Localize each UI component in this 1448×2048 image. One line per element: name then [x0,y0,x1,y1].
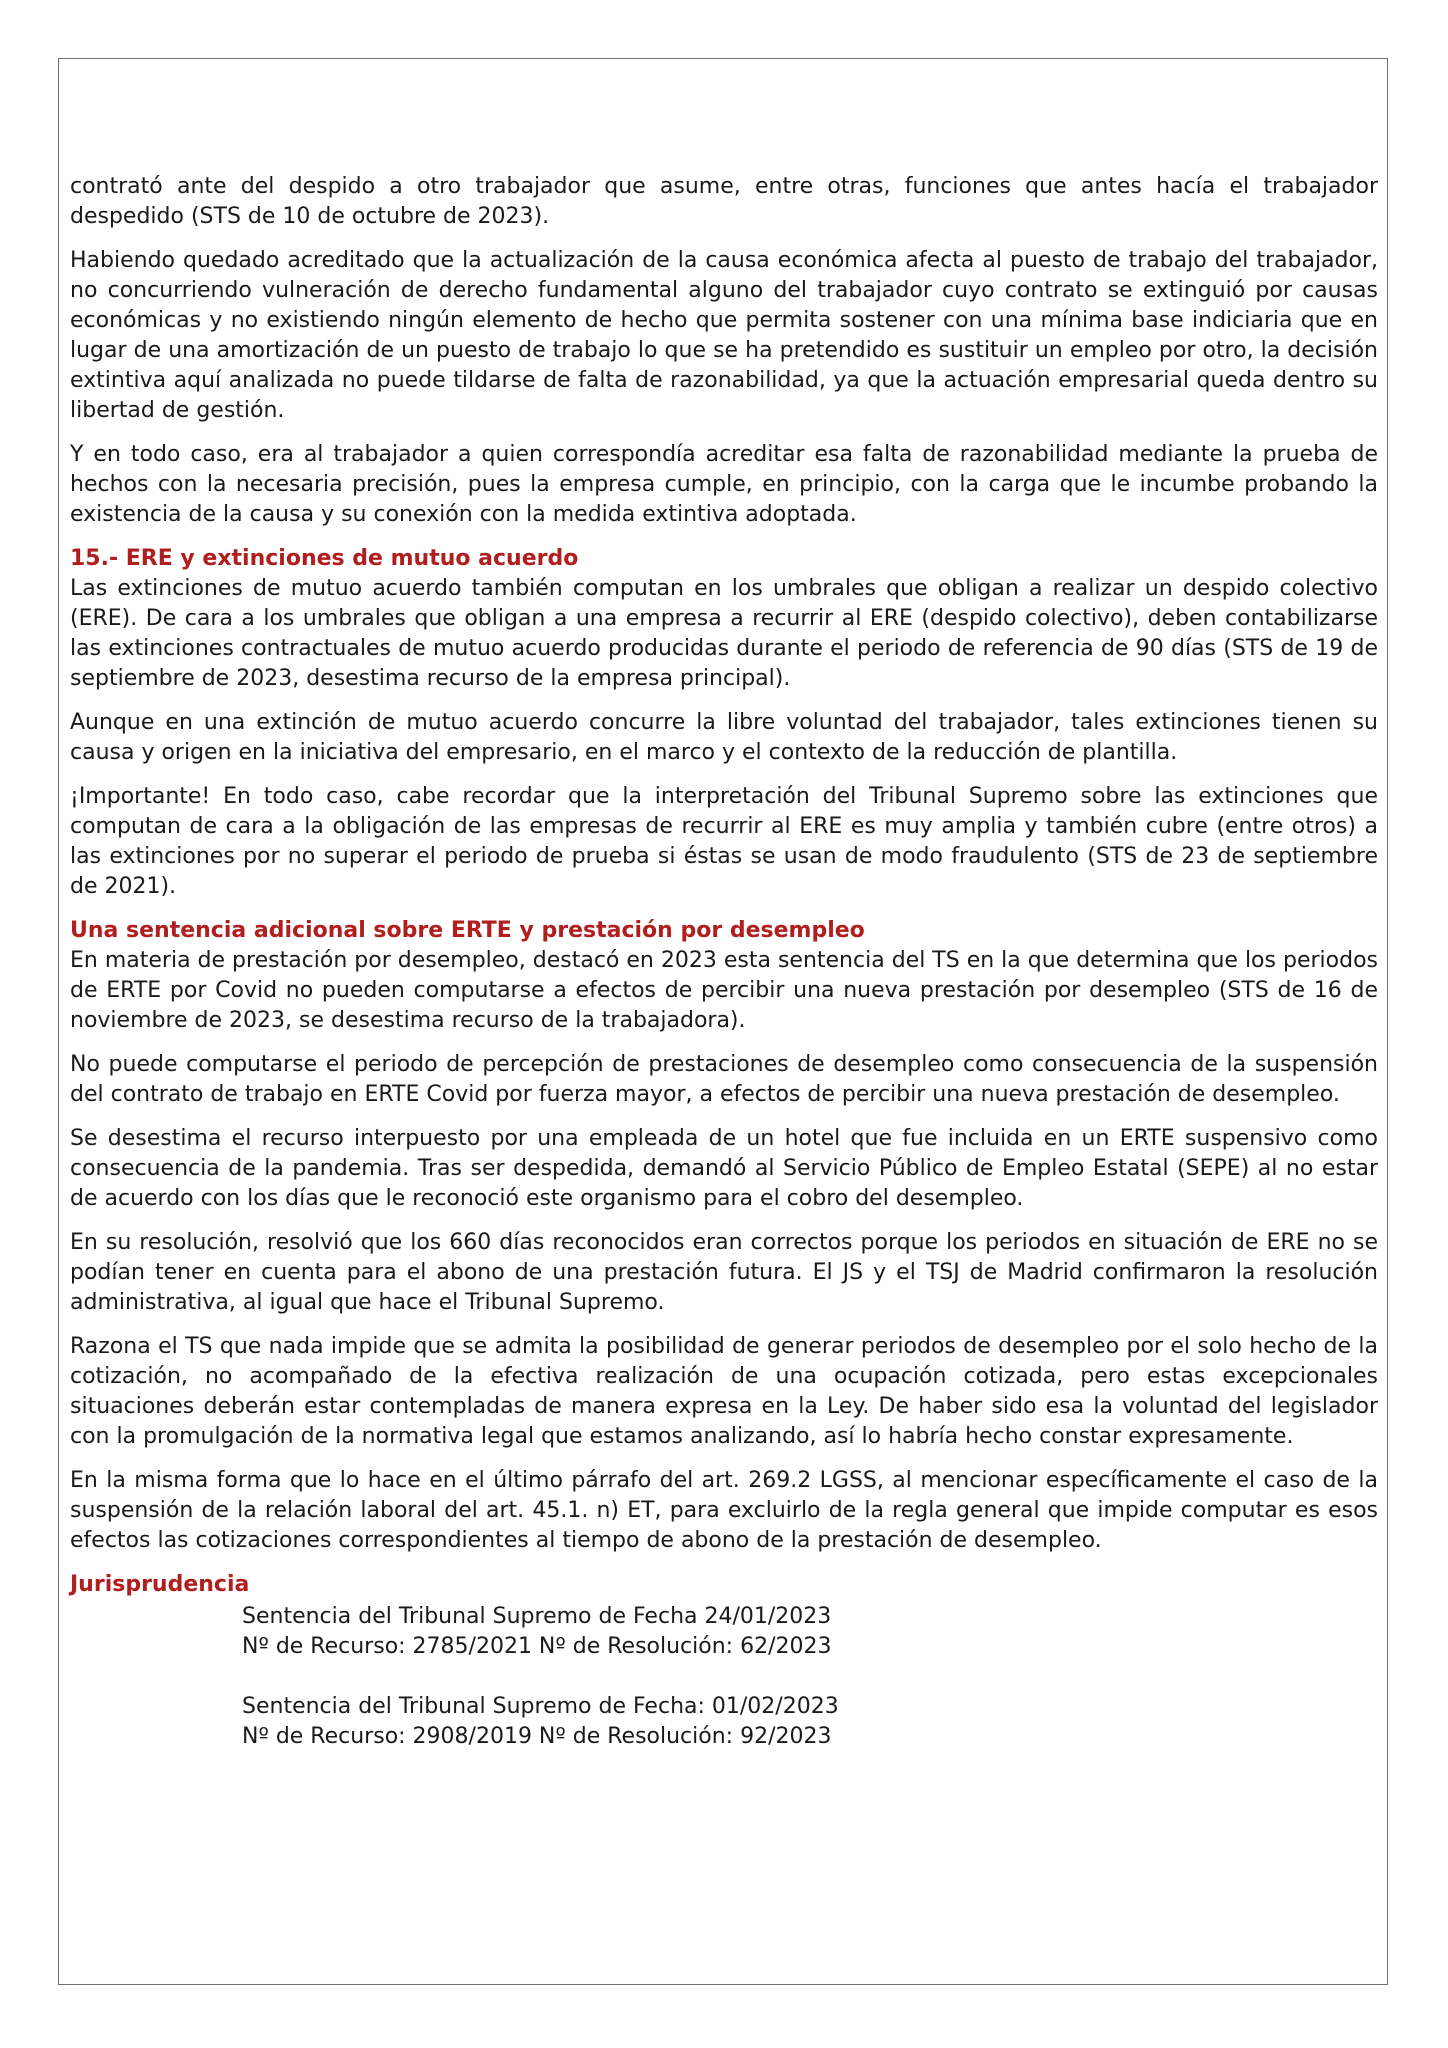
paragraph: En materia de prestación por desempleo, destacó en 2023 esta sentencia del TS en la que determina que los periodos de ERTE por Covid no pueden computarse a efectos de percibir una nueva prestación por desempleo (STS de 16 de noviembre de 2023, se desestima recurso de la trabajadora). [70,948,1378,1033]
paragraph: Habiendo quedado acreditado que la actualización de la causa económica afecta al puesto de trabajo del trabajador, no concurriendo vulneración de derecho fundamental alguno del trabajador cuyo contrato se extinguió por causas económicas y no existiendo ningún elemento de hecho que permita sostener con una mínima base indiciaria que en lugar de una amortización de un puesto de trabajo lo que se ha pretendido es sustituir un empleo por otro, la decisión extintiva aquí analizada no puede tildarse de falta de razonabilidad, ya que la actuación empresarial queda dentro su libertad de gestión. [70,248,1378,423]
paragraph: ¡Importante! En todo caso, cabe recordar que la interpretación del Tribunal Supremo sobre las extinciones que computan de cara a la obligación de las empresas de recurrir al ERE es muy amplia y también cubre (entre otros) a las extinciones por no superar el periodo de prueba si éstas se usan de modo fraudulento (STS de 23 de septiembre de 2021). [70,784,1378,899]
section-heading-ere: 15.- ERE y extinciones de mutuo acuerdo [70,546,579,571]
reference-numbers: Nº de Recurso: 2908/2019 Nº de Resolución: 92/2023 [242,1724,832,1749]
paragraph: Se desestima el recurso interpuesto por una empleada de un hotel que fue incluida en un ERTE suspensivo como consecuencia de la pandemia. Tras ser despedida, demandó al Servicio Público de Empleo Estatal (SEPE) al no estar de acuerdo con los días que le reconoció este organismo para el cobro del desempleo. [70,1126,1378,1211]
paragraph: Razona el TS que nada impide que se admita la posibilidad de generar periodos de desempleo por el solo hecho de la cotización, no acompañado de la efectiva realización de una ocupación cotizada, pero estas excepcionales situaciones deberán estar contempladas de manera expresa en la Ley. De haber sido esa la voluntad del legislador con la promulgación de la normativa legal que estamos analizando, así lo habría hecho constar expresamente. [70,1334,1378,1449]
section-heading-jurisprudencia: Jurisprudencia [70,1572,250,1597]
paragraph: Las extinciones de mutuo acuerdo también computan en los umbrales que obligan a realizar un despido colectivo (ERE). De cara a los umbrales que obligan a una empresa a recurrir al ERE (despido colectivo), deben contabilizarse las extinciones contractuales de mutuo acuerdo producidas durante el periodo de referencia de 90 días (STS de 19 de septiembre de 2023, desestima recurso de la empresa principal). [70,576,1378,691]
paragraph: No puede computarse el periodo de percepción de prestaciones de desempleo como consecuencia de la suspensión del contrato de trabajo en ERTE Covid por fuerza mayor, a efectos de percibir una nueva prestación de desempleo. [70,1052,1378,1107]
document-body [70,172,1378,1782]
paragraph: En su resolución, resolvió que los 660 días reconocidos eran correctos porque los periodos en situación de ERE no se podían tener en cuenta para el abono de una prestación futura. El JS y el TSJ de Madrid confirmaron la resolución administrativa, al igual que hace el Tribunal Supremo. [70,1230,1378,1315]
jurisprudence-reference [242,1692,1378,1752]
section-heading-erte: Una sentencia adicional sobre ERTE y prestación por desempleo [70,918,865,943]
paragraph: Aunque en una extinción de mutuo acuerdo concurre la libre voluntad del trabajador, tales extinciones tienen su causa y origen en la iniciativa del empresario, en el marco y el contexto de la reducción de plantilla. [70,710,1378,765]
paragraph: contrató ante del despido a otro trabajador que asume, entre otras, funciones que antes hacía el trabajador despedido (STS de 10 de octubre de 2023). [70,174,1378,229]
paragraph: Y en todo caso, era al trabajador a quien correspondía acreditar esa falta de razonabilidad mediante la prueba de hechos con la necesaria precisión, pues la empresa cumple, en principio, con la carga que le incumbe probando la existencia de la causa y su conexión con la medida extintiva adoptada. [70,442,1378,527]
jurisprudence-reference [242,1602,1378,1662]
paragraph: En la misma forma que lo hace en el último párrafo del art. 269.2 LGSS, al mencionar específicamente el caso de la suspensión de la relación laboral del art. 45.1. n) ET, para excluirlo de la regla general que impide computar es esos efectos las cotizaciones correspondientes al tiempo de abono de la prestación de desempleo. [70,1468,1378,1553]
reference-title: Sentencia del Tribunal Supremo de Fecha 24/01/2023 [242,1604,832,1629]
reference-numbers: Nº de Recurso: 2785/2021 Nº de Resolución: 62/2023 [242,1634,832,1659]
reference-title: Sentencia del Tribunal Supremo de Fecha: 01/02/2023 [242,1694,839,1719]
jurisprudence-list [242,1602,1378,1752]
